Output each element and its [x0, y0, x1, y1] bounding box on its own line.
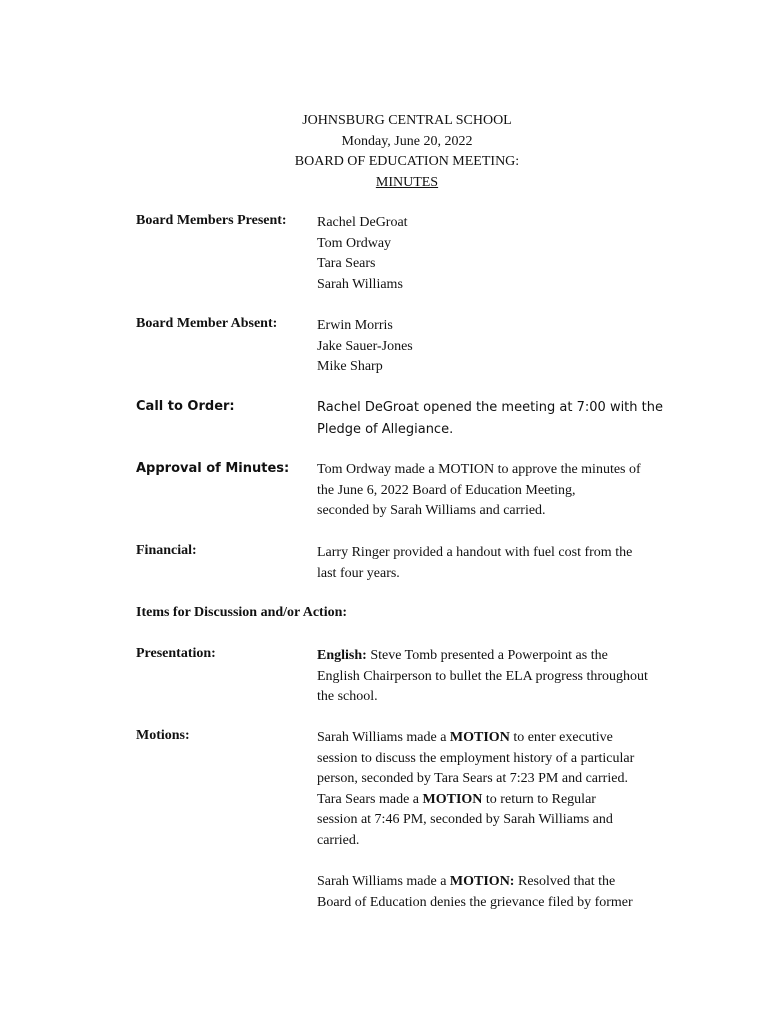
document-header — [0, 111, 770, 193]
presentation-text — [317, 646, 689, 708]
approval-line: Tom Ordway made a MOTION to approve the minutes of — [317, 462, 641, 477]
motion-text: to enter executive — [509, 730, 613, 745]
present-member: Tom Ordway — [317, 235, 392, 251]
present-list — [317, 213, 689, 295]
presentation-label: Presentation: — [136, 646, 216, 661]
motion-text: Tara Sears made a — [317, 791, 423, 807]
motion-line: Board of Education denies the grievance filed by former — [317, 894, 633, 910]
present-member: Sarah Williams — [317, 276, 403, 292]
presentation-line: the school. — [317, 689, 378, 705]
approval-line: seconded by Sarah Williams and carried. — [317, 503, 546, 519]
presentation-line: Steve Tomb presented a Powerpoint as the — [366, 648, 608, 663]
absent-label: Board Member Absent: — [136, 316, 278, 331]
call-to-order-label: Call to Order: — [136, 399, 235, 414]
motion-line: session at 7:46 PM, seconded by Sarah Williams and — [317, 812, 613, 828]
motion-text: Resolved that the — [514, 874, 616, 890]
absent-list — [317, 316, 689, 378]
meeting-title: BOARD OF EDUCATION MEETING: — [294, 154, 520, 169]
present-member: Rachel DeGroat — [317, 215, 408, 230]
motion-text: Sarah Williams made a — [317, 874, 450, 890]
approval-label: Approval of Minutes: — [136, 461, 290, 476]
absent-member: Erwin Morris — [317, 318, 393, 333]
financial-text — [317, 543, 689, 584]
motion-line: person, seconded by Tara Sears at 7:23 PM and carried. — [317, 771, 628, 787]
school-name: JOHNSBURG CENTRAL SCHOOL — [302, 113, 512, 128]
items-heading: Items for Discussion and/or Action: — [136, 605, 348, 620]
motion-keyword: MOTION — [449, 730, 510, 745]
absent-member: Jake Sauer-Jones — [317, 338, 413, 354]
present-member: Tara Sears — [317, 256, 376, 272]
financial-line: last four years. — [317, 565, 400, 581]
present-label: Board Members Present: — [136, 213, 287, 228]
motion-text: Sarah Williams made a — [317, 730, 450, 745]
motions-text — [317, 728, 689, 913]
motion-text: to return to Regular — [482, 791, 596, 807]
motion-line: carried. — [317, 832, 360, 848]
motions-label: Motions: — [136, 728, 190, 743]
presentation-subject: English: — [317, 648, 367, 663]
call-to-order-text — [317, 397, 689, 440]
absent-member: Mike Sharp — [317, 359, 383, 375]
presentation-line: English Chairperson to bullet the ELA progress throughout — [317, 668, 648, 684]
motion-keyword: MOTION — [422, 791, 483, 807]
financial-label: Financial: — [136, 543, 197, 558]
approval-line: the June 6, 2022 Board of Education Meeting, — [317, 482, 576, 498]
financial-line: Larry Ringer provided a handout with fuel cost from the — [317, 545, 633, 560]
document-type: MINUTES — [375, 174, 439, 190]
call-to-order-line: Rachel DeGroat opened the meeting at 7:00 with the — [317, 400, 663, 415]
meeting-date: Monday, June 20, 2022 — [341, 133, 473, 149]
motion-keyword: MOTION: — [449, 874, 515, 890]
motion-line: session to discuss the employment history of a particular — [317, 750, 635, 766]
approval-text — [317, 460, 689, 522]
call-to-order-line: Pledge of Allegiance. — [317, 421, 454, 437]
